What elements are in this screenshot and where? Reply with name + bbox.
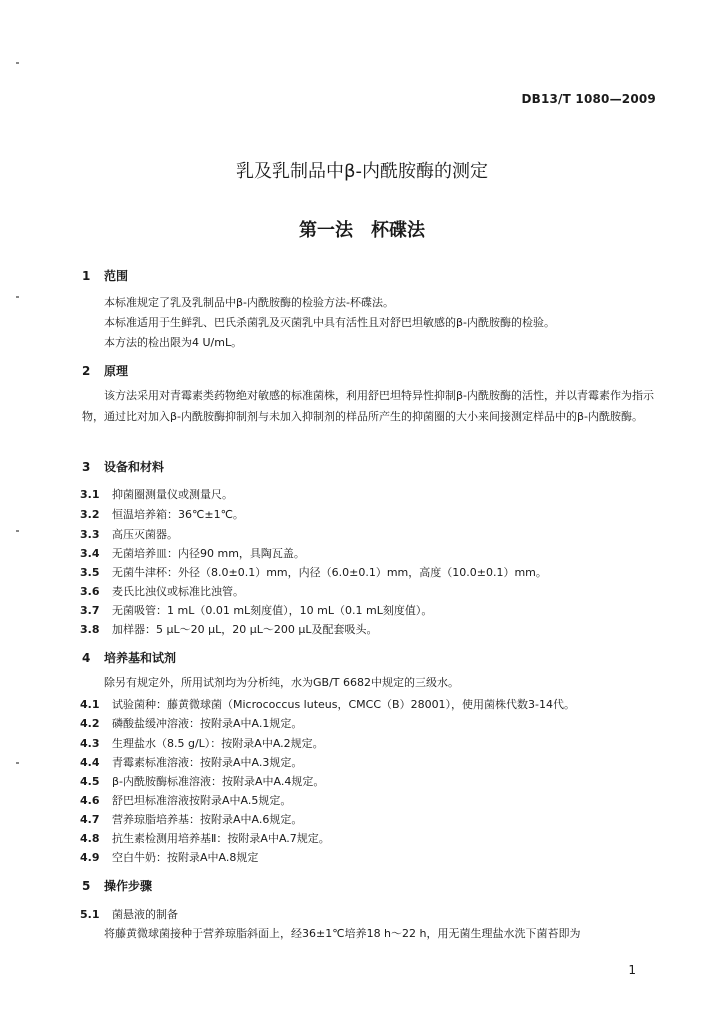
- scope-line: 本标准规定了乳及乳制品中β-内酰胺酶的检验方法-杯碟法。: [104, 296, 394, 309]
- equipment-item: 3.4 无菌培养皿：内径90 mm，具陶瓦盖。: [80, 547, 305, 560]
- method-title: 第一法 杯碟法: [299, 220, 425, 241]
- reagent-item: 4.8 抗生素检测用培养基Ⅱ：按附录A中A.7规定。: [80, 832, 330, 845]
- procedure-text: 将藤黄微球菌接种于营养琼脂斜面上，经36±1℃培养18 h～22 h，用无菌生理盐水洗下菌苔即为: [104, 927, 581, 940]
- reagents-intro: 除另有规定外，所用试剂均为分析纯，水为GB/T 6682中规定的三级水。: [104, 676, 459, 689]
- scan-mark: [16, 296, 19, 298]
- reagent-item: 4.6 舒巴坦标准溶液按附录A中A.5规定。: [80, 794, 292, 807]
- reagent-item: 4.1 试验菌种：藤黄微球菌（Micrococcus luteus，CMCC（B）28001），使用菌株代数3-14代。: [80, 698, 576, 711]
- equipment-item: 3.1 抑菌圈测量仪或测量尺。: [80, 488, 233, 501]
- section-heading: 4 培养基和试剂: [82, 651, 177, 665]
- section-heading: 1 范围: [82, 269, 129, 283]
- scan-mark: [16, 530, 19, 532]
- page-number: 1: [628, 963, 636, 977]
- reagent-item: 4.3 生理盐水（8.5 g/L）：按附录A中A.2规定。: [80, 737, 324, 750]
- scan-mark: [16, 62, 19, 64]
- equipment-item: 3.6 麦氏比浊仪或标准比浊管。: [80, 585, 244, 598]
- equipment-item: 3.3 高压灭菌器。: [80, 528, 178, 541]
- section-heading: 3 设备和材料: [82, 460, 165, 474]
- equipment-item: 3.2 恒温培养箱：36℃±1℃。: [80, 508, 244, 521]
- principle-paragraph: 该方法采用对青霉素类药物绝对敏感的标准菌株，利用舒巴坦特异性抑制β-内酰胺酶的活性，并以青霉素作为指示物，通过比对加入β-内酰胺酶抑制剂与未加入抑制剂的样品所产生的抑菌圈的大小来间接测定样品中的β-内酰胺酶。: [82, 389, 654, 423]
- equipment-item: 3.5 无菌牛津杯：外径（8.0±0.1）mm，内径（6.0±0.1）mm，高度（10.0±0.1）mm。: [80, 566, 547, 579]
- equipment-item: 3.7 无菌吸管：1 mL（0.01 mL刻度值），10 mL（0.1 mL刻度值）。: [80, 604, 433, 617]
- reagent-item: 4.4 青霉素标准溶液：按附录A中A.3规定。: [80, 756, 303, 769]
- equipment-item: 3.8 加样器：5 μL～20 μL，20 μL～200 μL及配套吸头。: [80, 623, 378, 636]
- scope-line: 本标准适用于生鲜乳、巴氏杀菌乳及灭菌乳中具有活性且对舒巴坦敏感的β-内酰胺酶的检验。: [104, 316, 555, 329]
- reagent-item: 4.9 空白牛奶：按附录A中A.8规定: [80, 851, 259, 864]
- standard-number: DB13/T 1080—2009: [521, 92, 656, 106]
- scan-mark: [16, 762, 19, 764]
- scope-line: 本方法的检出限为4 U/mL。: [104, 336, 243, 349]
- section-heading: 5 操作步骤: [82, 879, 153, 893]
- section-heading: 2 原理: [82, 364, 129, 378]
- reagent-item: 4.7 营养琼脂培养基：按附录A中A.6规定。: [80, 813, 303, 826]
- reagent-item: 4.5 β-内酰胺酶标准溶液：按附录A中A.4规定。: [80, 775, 325, 788]
- document-title: 乳及乳制品中β-内酰胺酶的测定: [236, 161, 488, 182]
- reagent-item: 4.2 磷酸盐缓冲溶液：按附录A中A.1规定。: [80, 717, 303, 730]
- subsection-heading: 5.1 菌悬液的制备: [80, 908, 178, 921]
